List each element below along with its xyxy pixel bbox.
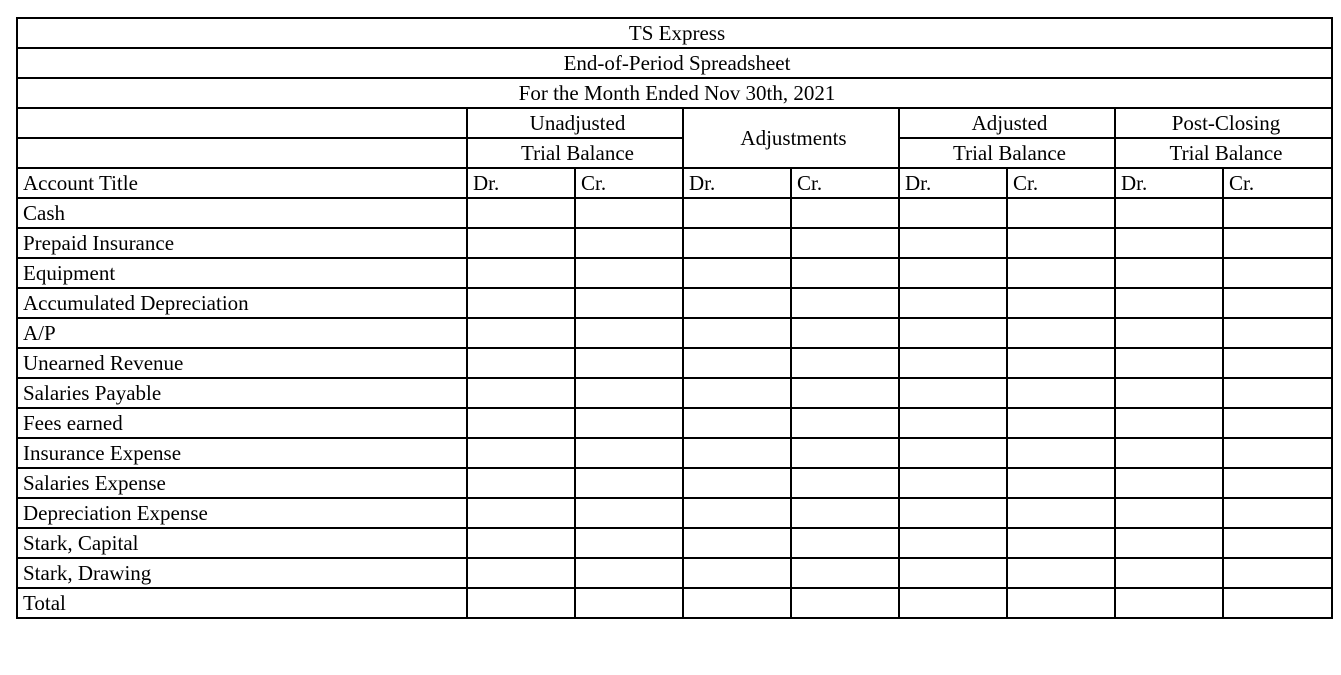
adjustments-dr-cell[interactable]: [683, 378, 791, 408]
adjustments-dr-cell[interactable]: [683, 348, 791, 378]
unadjusted-cr-cell[interactable]: [575, 528, 683, 558]
post-closing-dr-cell[interactable]: [1115, 408, 1223, 438]
adjustments-dr-cell[interactable]: [683, 228, 791, 258]
post-closing-dr-cell[interactable]: [1115, 228, 1223, 258]
post-closing-cr-cell[interactable]: [1223, 318, 1332, 348]
adjustments-cr-cell[interactable]: [791, 438, 899, 468]
adjusted-cr-cell[interactable]: [1007, 318, 1115, 348]
adjusted-dr-cell[interactable]: [899, 498, 1007, 528]
adjusted-dr-cell[interactable]: [899, 288, 1007, 318]
unadjusted-cr-cell[interactable]: [575, 588, 683, 618]
account-title-cell: Salaries Expense: [17, 468, 467, 498]
table-row: [17, 258, 1332, 288]
adjusted-cr-cell[interactable]: [1007, 588, 1115, 618]
adjusted-dr-cell[interactable]: [899, 408, 1007, 438]
period-title: For the Month Ended Nov 30th, 2021: [17, 78, 1332, 108]
adjustments-cr-cell[interactable]: [791, 558, 899, 588]
adjustments-cr-cell[interactable]: [791, 228, 899, 258]
account-title-cell: Fees earned: [17, 408, 467, 438]
post-closing-cr-cell[interactable]: [1223, 228, 1332, 258]
post-closing-dr-cell[interactable]: [1115, 318, 1223, 348]
account-title-cell: Stark, Drawing: [17, 558, 467, 588]
adjustments-dr-cell[interactable]: [683, 558, 791, 588]
account-title-cell: Prepaid Insurance: [17, 228, 467, 258]
post-closing-dr-cell[interactable]: [1115, 558, 1223, 588]
table-row: [17, 348, 1332, 378]
adjusted-cr-cell[interactable]: [1007, 558, 1115, 588]
blank-cell: [17, 138, 467, 168]
post-closing-dr-header: Dr.: [1115, 168, 1223, 198]
unadjusted-dr-cell[interactable]: [467, 288, 575, 318]
unadjusted-dr-cell[interactable]: [467, 408, 575, 438]
account-title-cell: Stark, Capital: [17, 528, 467, 558]
account-title-cell: Depreciation Expense: [17, 498, 467, 528]
post-closing-cr-cell[interactable]: [1223, 288, 1332, 318]
unadjusted-cr-cell[interactable]: [575, 468, 683, 498]
unadjusted-cr-cell[interactable]: [575, 288, 683, 318]
adjusted-dr-cell[interactable]: [899, 558, 1007, 588]
unadjusted-dr-cell[interactable]: [467, 258, 575, 288]
unadjusted-cr-header: Cr.: [575, 168, 683, 198]
adjusted-dr-cell[interactable]: [899, 588, 1007, 618]
adjustments-dr-cell[interactable]: [683, 588, 791, 618]
adjustments-dr-cell[interactable]: [683, 498, 791, 528]
unadjusted-cr-cell[interactable]: [575, 198, 683, 228]
post-closing-cr-cell[interactable]: [1223, 408, 1332, 438]
unadjusted-cr-cell[interactable]: [575, 318, 683, 348]
adjusted-label: Adjusted: [899, 108, 1115, 138]
account-title-header: Account Title: [17, 168, 467, 198]
unadjusted-cr-cell[interactable]: [575, 228, 683, 258]
post-closing-dr-cell[interactable]: [1115, 498, 1223, 528]
post-closing-cr-cell[interactable]: [1223, 528, 1332, 558]
adjustments-dr-cell[interactable]: [683, 438, 791, 468]
adjustments-dr-cell[interactable]: [683, 288, 791, 318]
adjustments-cr-cell[interactable]: [791, 528, 899, 558]
unadjusted-cr-cell[interactable]: [575, 438, 683, 468]
unadjusted-dr-cell[interactable]: [467, 558, 575, 588]
post-closing-dr-cell[interactable]: [1115, 588, 1223, 618]
unadjusted-dr-header: Dr.: [467, 168, 575, 198]
adjustments-cr-cell[interactable]: [791, 588, 899, 618]
adjustments-cr-cell[interactable]: [791, 348, 899, 378]
unadjusted-dr-cell[interactable]: [467, 438, 575, 468]
post-closing-subtitle: Trial Balance: [1115, 138, 1332, 168]
adjustments-dr-cell[interactable]: [683, 318, 791, 348]
post-closing-dr-cell[interactable]: [1115, 348, 1223, 378]
adjustments-dr-cell[interactable]: [683, 468, 791, 498]
unadjusted-dr-cell[interactable]: [467, 378, 575, 408]
blank-cell: [17, 108, 467, 138]
adjustments-cr-cell[interactable]: [791, 198, 899, 228]
table-row: [17, 468, 1332, 498]
unadjusted-dr-cell[interactable]: [467, 498, 575, 528]
post-closing-dr-cell[interactable]: [1115, 198, 1223, 228]
header-row-statement: [17, 48, 1332, 78]
group-header-row-1: [17, 108, 1332, 138]
table-row: [17, 318, 1332, 348]
account-title-cell: Equipment: [17, 258, 467, 288]
adjusted-dr-cell[interactable]: [899, 348, 1007, 378]
unadjusted-dr-cell[interactable]: [467, 318, 575, 348]
post-closing-cr-header: Cr.: [1223, 168, 1332, 198]
adjustments-dr-cell[interactable]: [683, 408, 791, 438]
table-row: [17, 288, 1332, 318]
post-closing-dr-cell[interactable]: [1115, 258, 1223, 288]
post-closing-cr-cell[interactable]: [1223, 378, 1332, 408]
adjustments-cr-cell[interactable]: [791, 468, 899, 498]
post-closing-dr-cell[interactable]: [1115, 468, 1223, 498]
unadjusted-cr-cell[interactable]: [575, 558, 683, 588]
adjusted-dr-cell[interactable]: [899, 378, 1007, 408]
post-closing-cr-cell[interactable]: [1223, 348, 1332, 378]
group-header-row-2: [17, 138, 1332, 168]
company-name: TS Express: [17, 18, 1332, 48]
table-row: [17, 588, 1332, 618]
adjustments-cr-cell[interactable]: [791, 258, 899, 288]
unadjusted-label: Unadjusted: [467, 108, 683, 138]
account-title-cell: Unearned Revenue: [17, 348, 467, 378]
adjusted-cr-header: Cr.: [1007, 168, 1115, 198]
account-title-cell: Total: [17, 588, 467, 618]
unadjusted-dr-cell[interactable]: [467, 588, 575, 618]
adjustments-dr-cell[interactable]: [683, 198, 791, 228]
post-closing-cr-cell[interactable]: [1223, 498, 1332, 528]
unadjusted-cr-cell[interactable]: [575, 258, 683, 288]
table-row: [17, 528, 1332, 558]
adjusted-cr-cell[interactable]: [1007, 288, 1115, 318]
adjusted-dr-cell[interactable]: [899, 468, 1007, 498]
adjustments-cr-cell[interactable]: [791, 498, 899, 528]
adjustments-dr-cell[interactable]: [683, 258, 791, 288]
account-title-cell: Cash: [17, 198, 467, 228]
post-closing-dr-cell[interactable]: [1115, 288, 1223, 318]
adjusted-subtitle: Trial Balance: [899, 138, 1115, 168]
adjustments-dr-header: Dr.: [683, 168, 791, 198]
post-closing-dr-cell[interactable]: [1115, 378, 1223, 408]
account-title-cell: A/P: [17, 318, 467, 348]
adjustments-cr-cell[interactable]: [791, 318, 899, 348]
unadjusted-cr-cell[interactable]: [575, 348, 683, 378]
column-header-row: [17, 168, 1332, 198]
header-row-period: [17, 78, 1332, 108]
unadjusted-subtitle: Trial Balance: [467, 138, 683, 168]
adjusted-cr-cell[interactable]: [1007, 198, 1115, 228]
unadjusted-dr-cell[interactable]: [467, 198, 575, 228]
statement-title: End-of-Period Spreadsheet: [17, 48, 1332, 78]
header-row-company: [17, 18, 1332, 48]
adjusted-cr-cell[interactable]: [1007, 528, 1115, 558]
adjustments-label: Adjustments: [683, 108, 899, 168]
unadjusted-cr-cell[interactable]: [575, 378, 683, 408]
unadjusted-dr-cell[interactable]: [467, 468, 575, 498]
spreadsheet-table: [16, 17, 1333, 619]
post-closing-dr-cell[interactable]: [1115, 438, 1223, 468]
adjusted-dr-cell[interactable]: [899, 318, 1007, 348]
unadjusted-dr-cell[interactable]: [467, 348, 575, 378]
adjusted-dr-cell[interactable]: [899, 258, 1007, 288]
adjustments-cr-header: Cr.: [791, 168, 899, 198]
post-closing-cr-cell[interactable]: [1223, 258, 1332, 288]
adjustments-dr-cell[interactable]: [683, 528, 791, 558]
table-row: [17, 498, 1332, 528]
unadjusted-cr-cell[interactable]: [575, 408, 683, 438]
unadjusted-dr-cell[interactable]: [467, 528, 575, 558]
adjusted-dr-cell[interactable]: [899, 438, 1007, 468]
account-title-cell: Insurance Expense: [17, 438, 467, 468]
adjusted-cr-cell[interactable]: [1007, 408, 1115, 438]
adjusted-cr-cell[interactable]: [1007, 348, 1115, 378]
table-row: [17, 408, 1332, 438]
adjusted-dr-header: Dr.: [899, 168, 1007, 198]
adjusted-cr-cell[interactable]: [1007, 438, 1115, 468]
post-closing-cr-cell[interactable]: [1223, 558, 1332, 588]
adjusted-cr-cell[interactable]: [1007, 468, 1115, 498]
post-closing-cr-cell[interactable]: [1223, 588, 1332, 618]
adjusted-cr-cell[interactable]: [1007, 378, 1115, 408]
adjusted-dr-cell[interactable]: [899, 528, 1007, 558]
adjusted-cr-cell[interactable]: [1007, 498, 1115, 528]
adjusted-dr-cell[interactable]: [899, 198, 1007, 228]
account-title-cell: Salaries Payable: [17, 378, 467, 408]
unadjusted-dr-cell[interactable]: [467, 228, 575, 258]
adjustments-cr-cell[interactable]: [791, 378, 899, 408]
post-closing-cr-cell[interactable]: [1223, 438, 1332, 468]
table-row: [17, 558, 1332, 588]
post-closing-label: Post-Closing: [1115, 108, 1332, 138]
post-closing-dr-cell[interactable]: [1115, 528, 1223, 558]
table-row: [17, 228, 1332, 258]
table-row: [17, 438, 1332, 468]
post-closing-cr-cell[interactable]: [1223, 198, 1332, 228]
adjusted-cr-cell[interactable]: [1007, 228, 1115, 258]
post-closing-cr-cell[interactable]: [1223, 468, 1332, 498]
account-title-cell: Accumulated Depreciation: [17, 288, 467, 318]
adjustments-cr-cell[interactable]: [791, 408, 899, 438]
adjusted-dr-cell[interactable]: [899, 228, 1007, 258]
unadjusted-cr-cell[interactable]: [575, 498, 683, 528]
adjusted-cr-cell[interactable]: [1007, 258, 1115, 288]
table-row: [17, 378, 1332, 408]
table-row: [17, 198, 1332, 228]
adjustments-cr-cell[interactable]: [791, 288, 899, 318]
